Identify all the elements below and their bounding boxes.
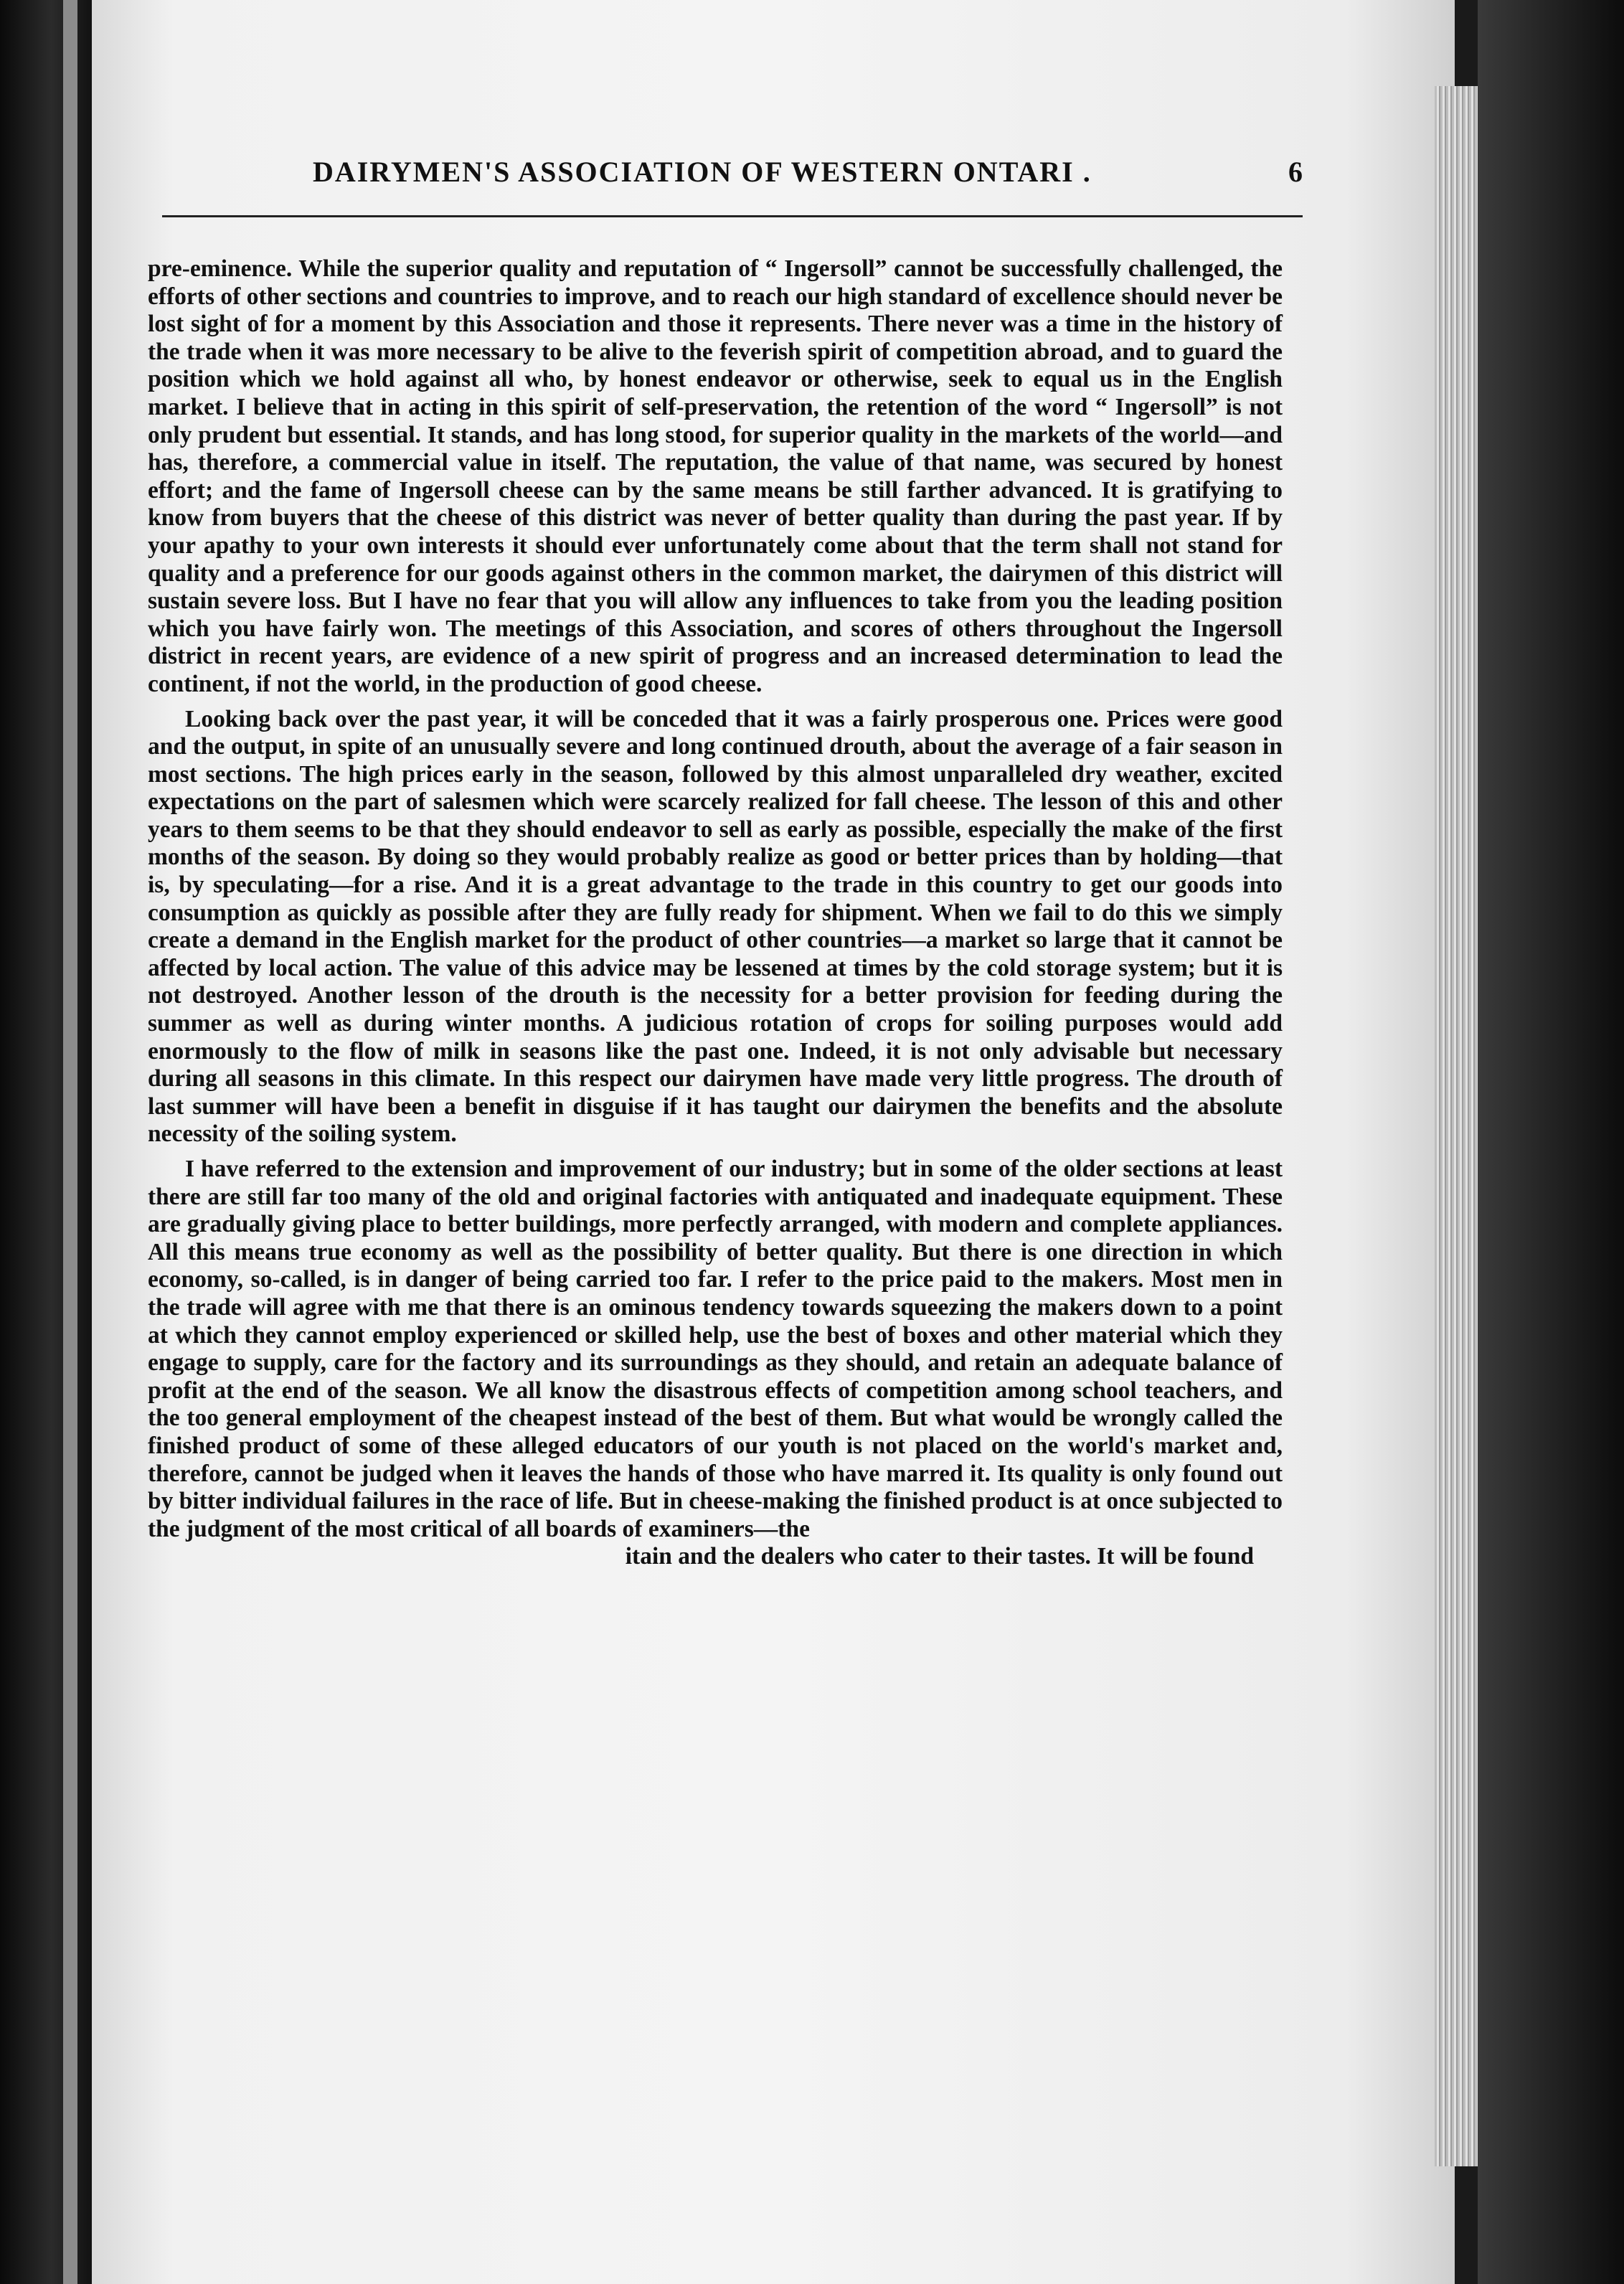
paragraph-3: I have referred to the extension and improvement of our industry; but in some of the older sections at least there are still far too many of the old and original factories with antiquated and inadequate equipment. These are gradually giving place to better buildings, more perfectly arranged, with modern and complete appliances. All this means true economy as well as the possibility of better quality. But there is one direction in which economy, so-called, is in danger of being carried too far. I refer to the price paid to the makers. Most men in the trade will agree with me that there is an ominous tendency towards squeezing the makers down to a point at which they cannot employ experienced or skilled help, use the best of boxes and other material which they engage to supply, care for the factory and its surroundings as they should, and retain an adequate balance of profit at the end of the season. We all know the disastrous effects of competition among school teachers, and the too general employment of the cheapest instead of the best of them. But what would be wrongly called the finished product of some of these alleged educators of our youth is not placed on the world's market and, therefore, cannot be judged when it leaves the hands of those who have marred it. Its quality is only found out by bitter individual failures in the race of life. But in cheese-making the finished product is at once subjected to the judgment of the most critical of all boards of examiners—the <box>148 1156 1283 1542</box>
running-head: DAIRYMEN'S ASSOCIATION OF WESTERN ONTARI . <box>313 156 1092 188</box>
body-text <box>148 255 1283 1571</box>
paragraph-2: Looking back over the past year, it will be conceded that it was a fairly prosperous one. Prices were good and the output, in spite of an unusually severe and long continued drouth, about the average of a fair season in most sections. The high prices early in the season, followed by this almost unparalleled dry weather, excited expectations on the part of salesmen which were scarcely realized for fall cheese. The lesson of this and other years to them seems to be that they should endeavor to sell as early as possible, especially the make of the first months of the season. By doing so they would probably realize as good or better prices than by holding—that is, by speculating—for a rise. And it is a great advantage to the trade in this country to get our goods into consumption as quickly as possible after they are fully ready for shipment. When we fail to do this we simply create a demand in the English market for the product of other countries—a market so large that it cannot be affected by local action. The value of this advice may be lessened at times by the cold storage system; but it is not destroyed. Another lesson of the drouth is the necessity for a better provision for feeding during the summer as well as during winter months. A judicious rotation of crops for soiling purposes would add enormously to the flow of milk in seasons like the past one. Indeed, it is not only advisable but necessary during all seasons in this climate. In this respect our dairymen have made very little progress. The drouth of last summer will have been a benefit in disguise if it has taught our dairymen the benefits and the absolute necessity of the soiling system. <box>148 705 1283 1148</box>
paragraph-1: pre-eminence. While the superior quality and reputation of “ Ingersoll” cannot be successfully challenged, the efforts of other sections and countries to improve, and to reach our high standard of excellence should never be lost sight of for a moment by this Association and those it represents. There never was a time in the history of the trade when it was more necessary to be alive to the feverish spirit of competition abroad, and to guard the position which we hold against all who, by honest endeavor or otherwise, seek to equal us in the English market. I believe that in acting in this spirit of self-preservation, the retention of the word “ Ingersoll” is not only prudent but essential. It stands, and has long stood, for superior quality in the markets of the world—and has, therefore, a commercial value in itself. The reputation, the value of that name, was secured by honest effort; and the fame of Ingersoll cheese can by the same means be still farther advanced. It is gratifying to know from buyers that the cheese of this district was never of better quality than during the past year. If by your apathy to your own interests it should ever unfortunately come about that the term shall not stand for quality and a preference for our goods against others in the common market, the dairymen of this district will sustain severe loss. But I have no fear that you will allow any influences to take from you the leading position which you have fairly won. The meetings of this Association, and scores of others throughout the Ingersoll district in recent years, are evidence of a new spirit of progress and an increased determination to lead the continent, if not the world, in the production of good cheese. <box>148 255 1283 697</box>
book-cover-right <box>1478 0 1624 2284</box>
header-rule <box>162 215 1303 217</box>
page-header <box>162 152 1303 202</box>
facing-page-edge <box>63 0 77 2284</box>
page-number: 6 <box>1288 156 1303 188</box>
binding-shadow-left <box>0 0 93 2284</box>
page-stack-edges <box>1435 86 1478 2166</box>
paragraph-continuation: itain and the dealers who cater to their tastes. It will be found <box>625 1543 1254 1570</box>
